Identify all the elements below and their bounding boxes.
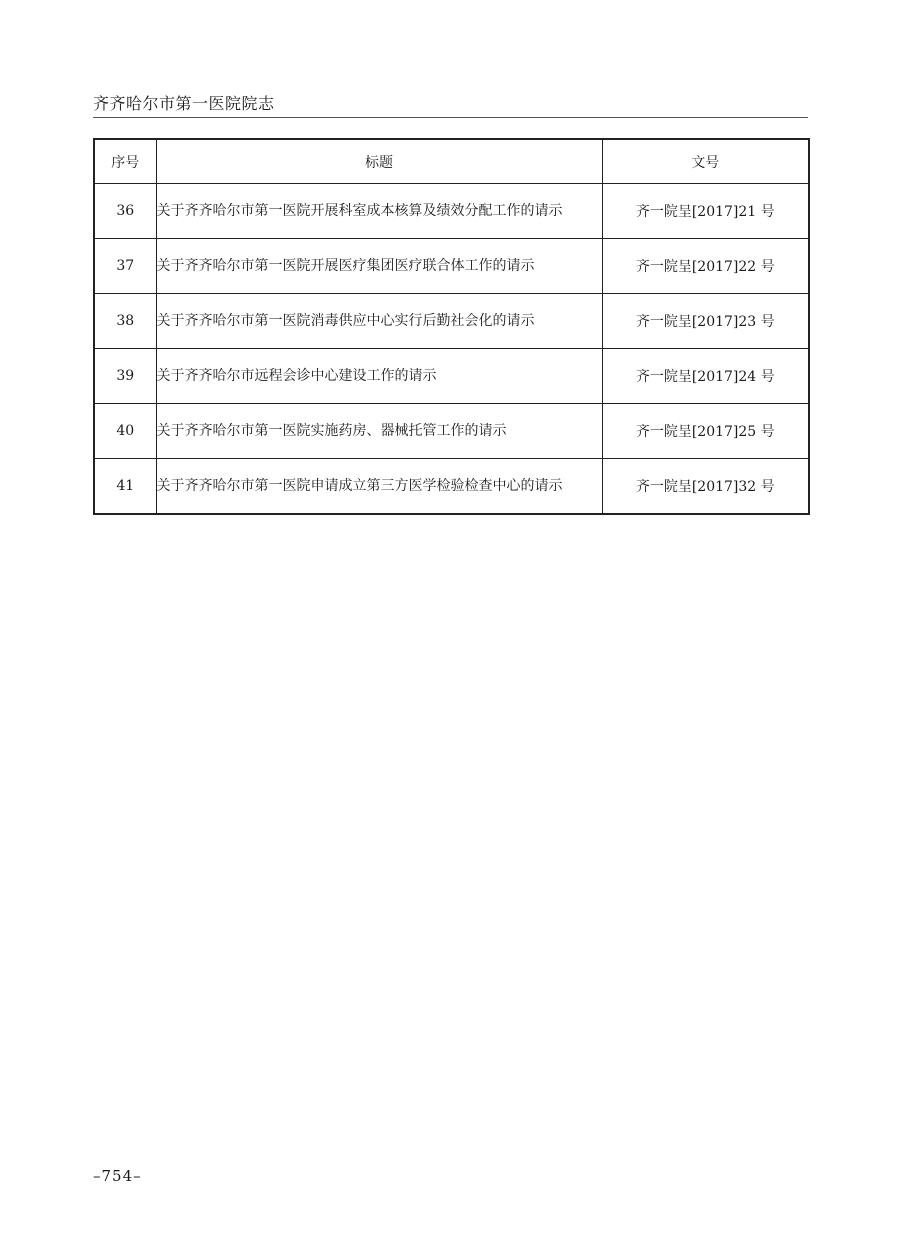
column-header-doc: 文号 (602, 139, 809, 184)
row-number: 41 (94, 459, 156, 515)
row-title: 关于齐齐哈尔市第一医院实施药房、器械托管工作的请示 (156, 404, 602, 459)
row-title: 关于齐齐哈尔市第一医院开展医疗集团医疗联合体工作的请示 (156, 239, 602, 294)
table-row (94, 184, 809, 239)
row-doc-number: 齐一院呈[2017]32 号 (602, 459, 809, 515)
table-row (94, 459, 809, 515)
table-row (94, 404, 809, 459)
row-doc-number: 齐一院呈[2017]21 号 (602, 184, 809, 239)
column-header-no: 序号 (94, 139, 156, 184)
row-doc-number: 齐一院呈[2017]24 号 (602, 349, 809, 404)
header-rule (93, 117, 808, 118)
table-row (94, 239, 809, 294)
row-doc-number: 齐一院呈[2017]23 号 (602, 294, 809, 349)
column-header-title: 标题 (156, 139, 602, 184)
row-title: 关于齐齐哈尔市远程会诊中心建设工作的请示 (156, 349, 602, 404)
document-table (93, 138, 810, 515)
row-title: 关于齐齐哈尔市第一医院开展科室成本核算及绩效分配工作的请示 (156, 184, 602, 239)
row-title: 关于齐齐哈尔市第一医院申请成立第三方医学检验检查中心的请示 (156, 459, 602, 515)
table-header-row (94, 139, 809, 184)
table-row (94, 349, 809, 404)
table-row (94, 294, 809, 349)
row-doc-number: 齐一院呈[2017]22 号 (602, 239, 809, 294)
page-number: –754– (93, 1167, 142, 1185)
row-number: 36 (94, 184, 156, 239)
row-title: 关于齐齐哈尔市第一医院消毒供应中心实行后勤社会化的请示 (156, 294, 602, 349)
running-header: 齐齐哈尔市第一医院院志 (93, 94, 275, 113)
row-number: 37 (94, 239, 156, 294)
row-number: 39 (94, 349, 156, 404)
row-number: 38 (94, 294, 156, 349)
row-number: 40 (94, 404, 156, 459)
row-doc-number: 齐一院呈[2017]25 号 (602, 404, 809, 459)
